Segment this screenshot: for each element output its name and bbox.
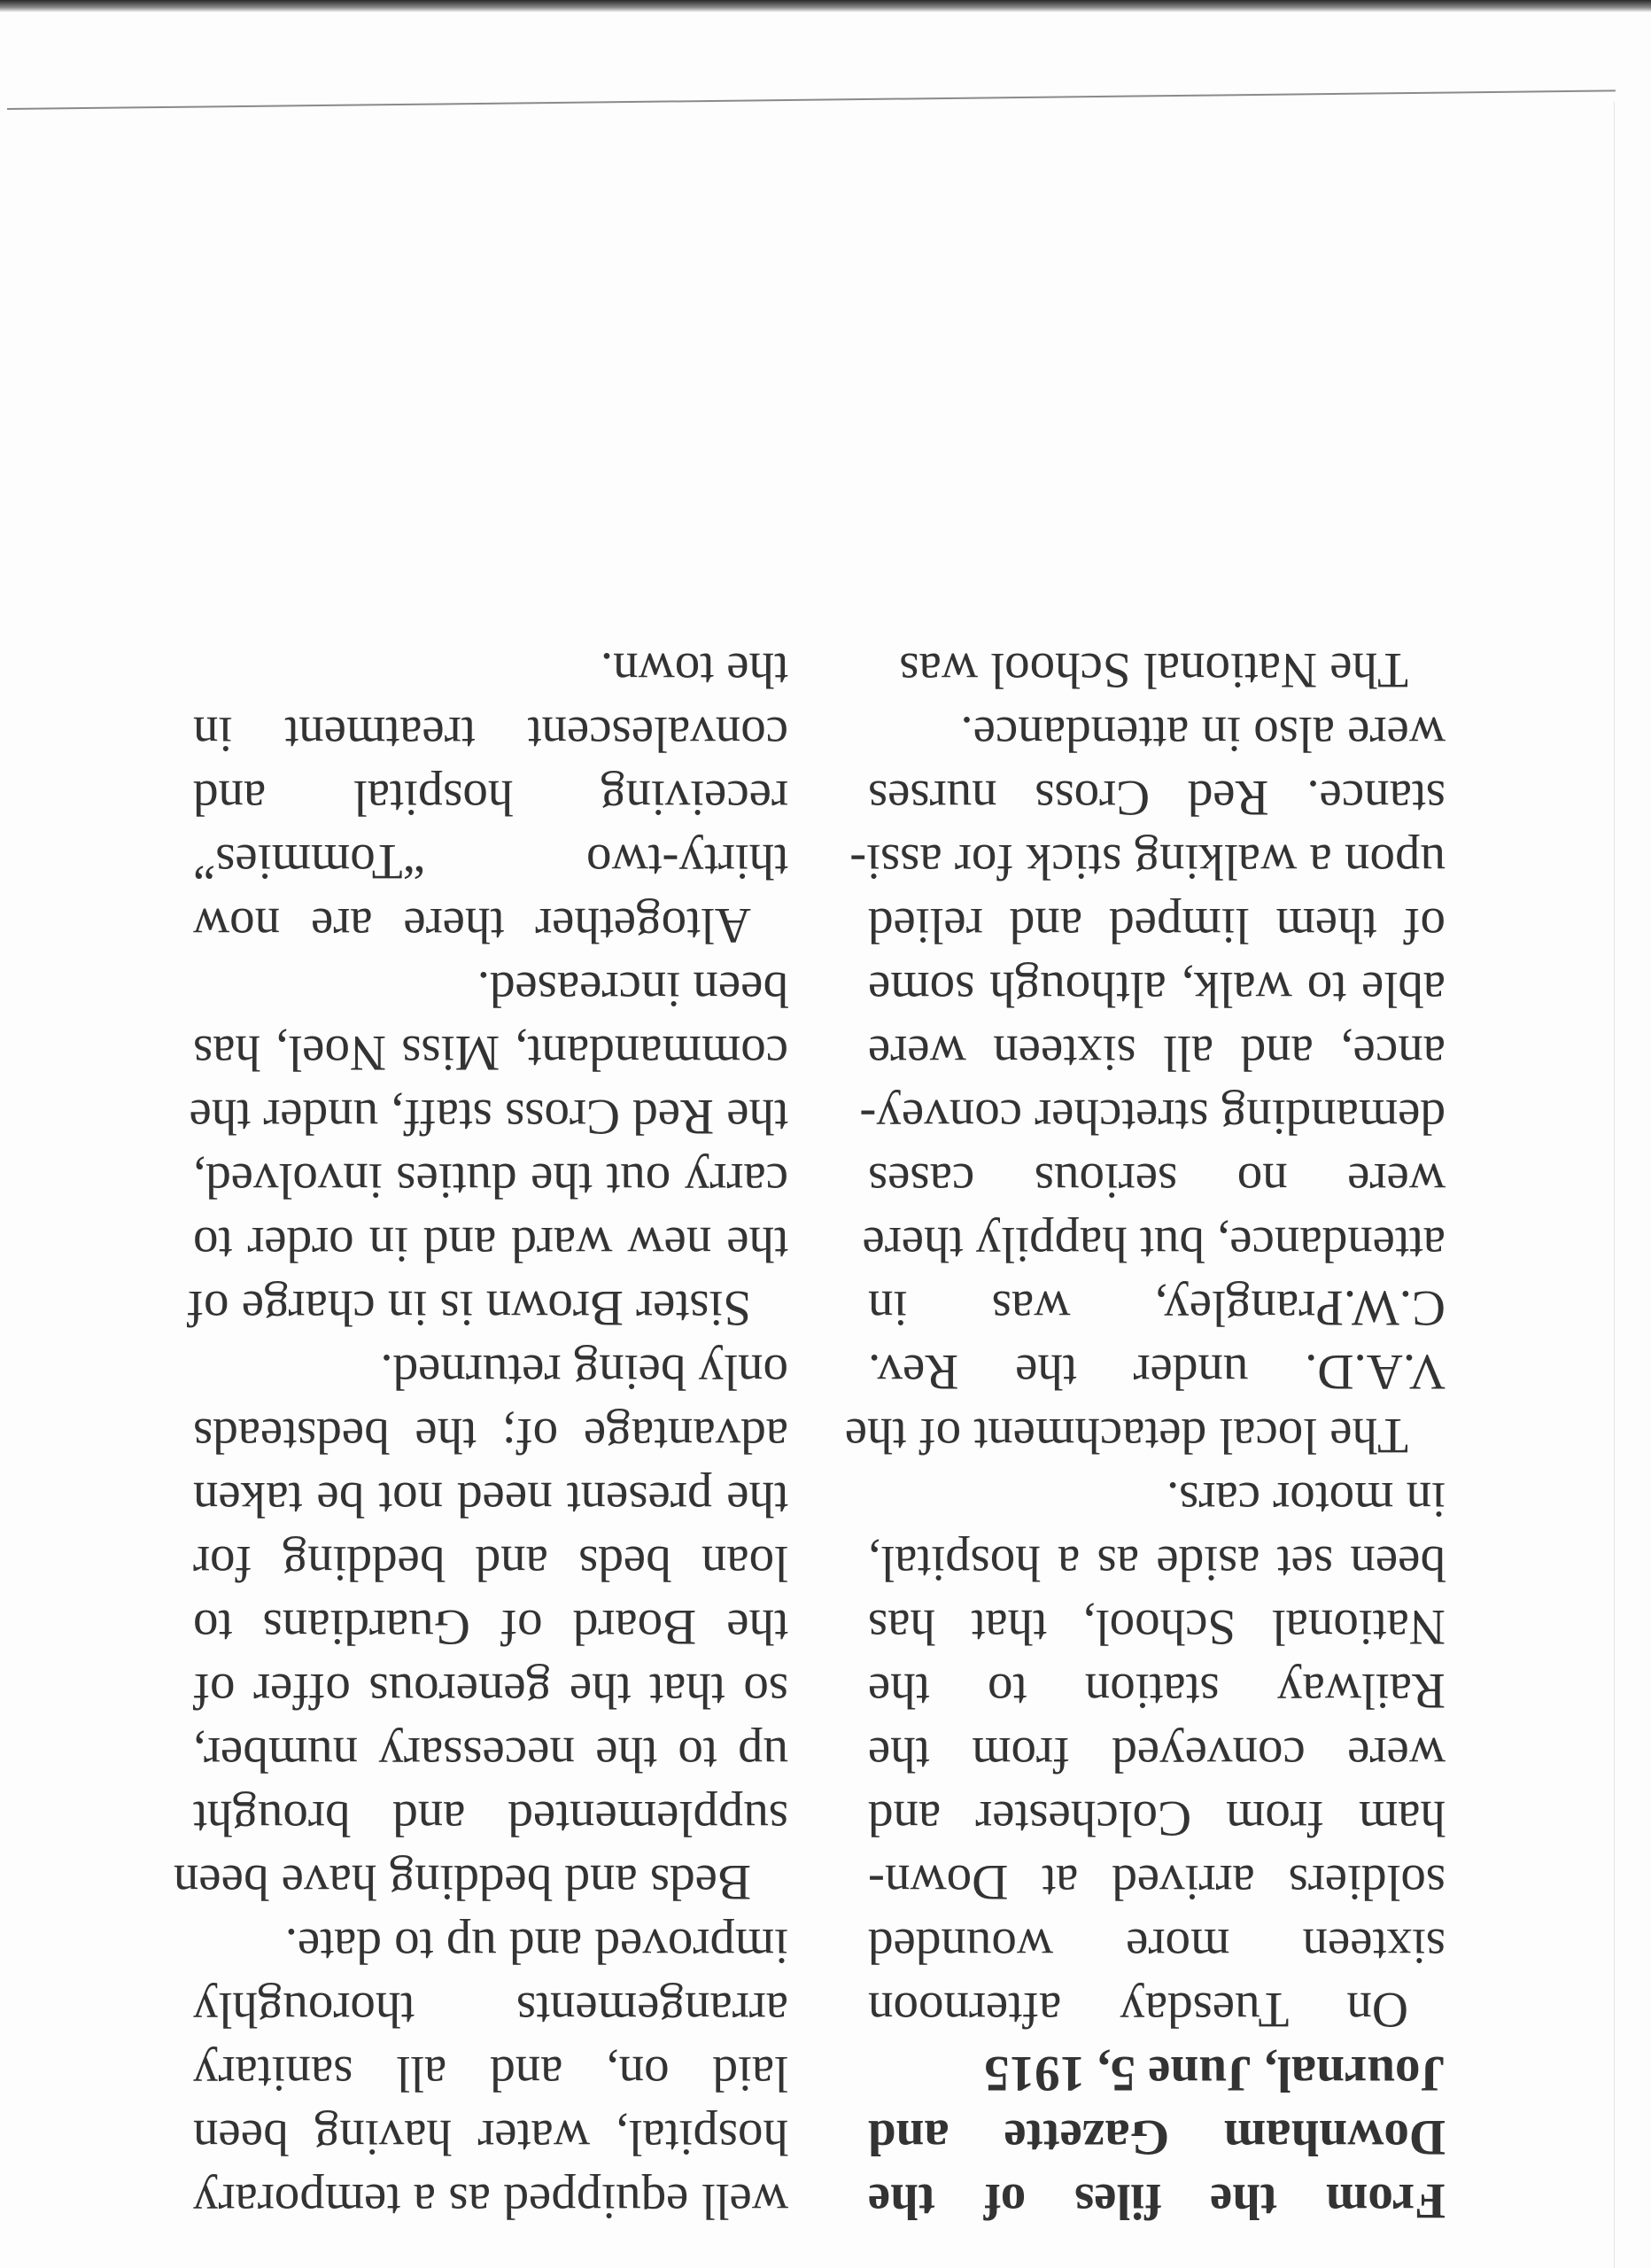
article-heading-line: Downham Gazette and xyxy=(868,2109,1446,2165)
article-text-line: improved and up to date. xyxy=(284,1918,788,1974)
article-text-line: C.W.Prangley, was in xyxy=(868,1280,1446,1336)
article-heading-line: From the files of the xyxy=(868,2173,1446,2229)
article-column-1 xyxy=(844,638,1446,2233)
article-text-line: commandant, Miss Noel, has xyxy=(193,1025,788,1081)
article-text-line: Beds and bedding have been xyxy=(173,1854,751,1910)
article-text-line: demanding stretcher convey- xyxy=(859,1089,1446,1145)
article-text-line: attendance, but happily there xyxy=(862,1216,1446,1272)
article-text-line: the town. xyxy=(600,642,788,698)
article-text-line: On Tuesday afternoon xyxy=(868,1982,1408,2038)
article-text-line: The local detachment of the xyxy=(844,1408,1408,1464)
article-text-line: the new ward and in order to xyxy=(193,1216,788,1272)
article-text-line: able to walk, although some xyxy=(868,961,1446,1017)
article-text-line: Altogether there are now xyxy=(193,897,751,953)
article-text-line: arrangements thoroughly xyxy=(193,1982,788,2038)
article-text-line: carry out the duties involved, xyxy=(193,1153,788,1208)
article-text-line: well equipped as a temporary xyxy=(193,2173,788,2229)
article-text-line: only being returned. xyxy=(380,1344,788,1400)
article-text-line: stance. Red Cross nurses xyxy=(868,770,1446,826)
article-text-line: been increased. xyxy=(477,961,788,1017)
article-text-line: National School, that has xyxy=(868,1599,1446,1655)
article-text-line: V.A.D. under the Rev. xyxy=(868,1344,1446,1400)
article-text-line: advantage of; the bedsteads xyxy=(193,1408,788,1464)
article-text-line: of them limped and relied xyxy=(868,897,1446,953)
article-text-line: so that the generous offer of xyxy=(193,1663,788,1719)
article-text-line: up to the necessary number, xyxy=(193,1727,788,1783)
article-text-line: the Red Cross staff, under the xyxy=(189,1089,788,1145)
article-text-line: laid on, and all sanitary xyxy=(193,2046,788,2101)
article-text-line: were conveyed from the xyxy=(868,1727,1446,1783)
article-text-line: loan beds and bedding for xyxy=(193,1535,788,1591)
article-text-line: Railway station to the xyxy=(868,1663,1446,1719)
article-text-line: Sister Brown is in charge of xyxy=(187,1280,751,1336)
article-text-line: were also in attendance. xyxy=(960,706,1446,762)
article-text-line: thirty-two “Tommies” xyxy=(193,834,788,889)
article-text-line: soldiers arrived at Down- xyxy=(868,1854,1446,1910)
article-text-line: upon a walking stick for assi- xyxy=(849,834,1446,889)
article-text-line: in motor cars. xyxy=(1166,1472,1446,1527)
article-text-line: the Board of Guardians to xyxy=(193,1599,788,1655)
article-text-line: The National School was xyxy=(899,642,1408,698)
article-text-line: supplemented and brought xyxy=(193,1790,788,1846)
article-text-line: ham from Colchester and xyxy=(868,1790,1446,1846)
article-text-line: hospital, water having been xyxy=(193,2109,788,2165)
article-text-line: receiving hospital and xyxy=(193,770,788,826)
article-column-2 xyxy=(173,638,788,2233)
article-text-line: sixteen more wounded xyxy=(868,1918,1446,1974)
article-text-line: were no serious cases xyxy=(868,1153,1446,1208)
article-text-line: the present need not be taken xyxy=(193,1472,788,1527)
article-text-line: convalescent treatment in xyxy=(193,706,788,762)
article-heading-line: Journal, June 5, 1915 xyxy=(984,2046,1446,2101)
article-text-line: ance, and all sixteen were xyxy=(868,1025,1446,1081)
article-text-line: been set aside as a hospital, xyxy=(868,1535,1446,1591)
